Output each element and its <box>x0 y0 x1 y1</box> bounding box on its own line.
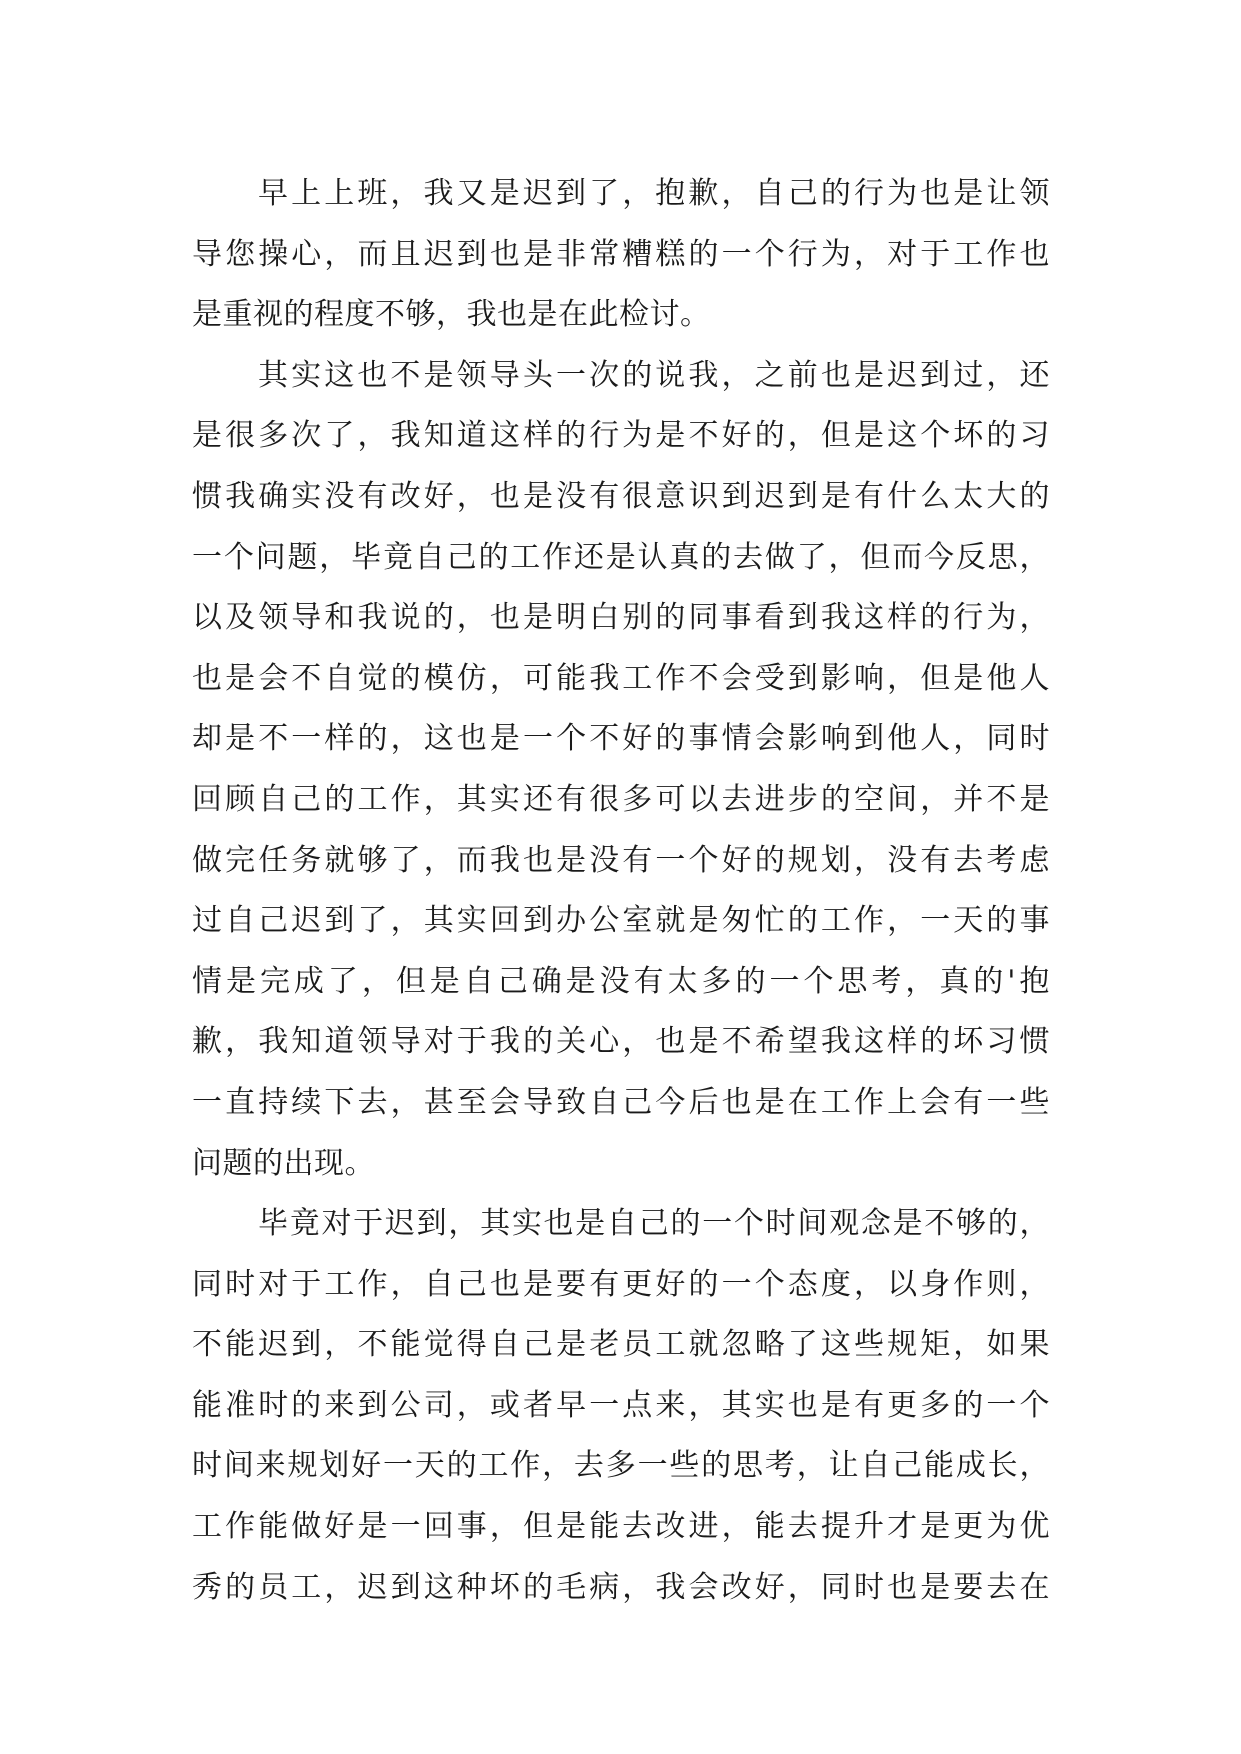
text-line: 是很多次了，我知道这样的行为是不好的，但是这个坏的习 <box>192 418 1050 454</box>
text-line: 惯我确实没有改好，也是没有很意识到迟到是有什么太大的 <box>192 478 1050 514</box>
text-line: 歉，我知道领导对于我的关心，也是不希望我这样的坏习惯 <box>192 1024 1050 1060</box>
text-line: 不能迟到，不能觉得自己是老员工就忽略了这些规矩，如果 <box>192 1327 1050 1363</box>
text-line: 以及领导和我说的，也是明白别的同事看到我这样的行为， <box>192 600 1050 636</box>
text-line: 早上上班，我又是迟到了，抱歉，自己的行为也是让领 <box>258 176 1050 211</box>
text-line: 却是不一样的，这也是一个不好的事情会影响到他人，同时 <box>192 721 1050 757</box>
text-line: 问题的出现。 <box>192 1145 375 1181</box>
document-body <box>192 164 1050 1618</box>
text-line: 过自己迟到了，其实回到办公室就是匆忙的工作，一天的事 <box>192 903 1050 939</box>
text-line: 是重视的程度不够，我也是在此检讨。 <box>192 297 711 333</box>
text-line: 工作能做好是一回事，但是能去改进，能去提升才是更为优 <box>192 1509 1050 1545</box>
text-line: 一个问题，毕竟自己的工作还是认真的去做了，但而今反思， <box>192 539 1050 575</box>
text-line: 情是完成了，但是自己确是没有太多的一个思考，真的'抱 <box>192 963 1050 999</box>
text-line: 也是会不自觉的模仿，可能我工作不会受到影响，但是他人 <box>192 660 1050 696</box>
text-line: 导您操心，而且迟到也是非常糟糕的一个行为，对于工作也 <box>192 236 1050 272</box>
text-line: 同时对于工作，自己也是要有更好的一个态度，以身作则， <box>192 1266 1050 1302</box>
text-line: 秀的员工，迟到这种坏的毛病，我会改好，同时也是要去在 <box>192 1569 1050 1605</box>
text-line: 一直持续下去，甚至会导致自己今后也是在工作上会有一些 <box>192 1084 1050 1120</box>
text-line: 回顾自己的工作，其实还有很多可以去进步的空间，并不是 <box>192 781 1050 817</box>
text-line: 能准时的来到公司，或者早一点来，其实也是有更多的一个 <box>192 1387 1050 1423</box>
text-line: 毕竟对于迟到，其实也是自己的一个时间观念是不够的， <box>258 1206 1050 1242</box>
text-line: 时间来规划好一天的工作，去多一些的思考，让自己能成长， <box>192 1448 1050 1484</box>
text-line: 其实这也不是领导头一次的说我，之前也是迟到过，还 <box>258 357 1050 393</box>
text-line: 做完任务就够了，而我也是没有一个好的规划，没有去考虑 <box>192 842 1050 878</box>
